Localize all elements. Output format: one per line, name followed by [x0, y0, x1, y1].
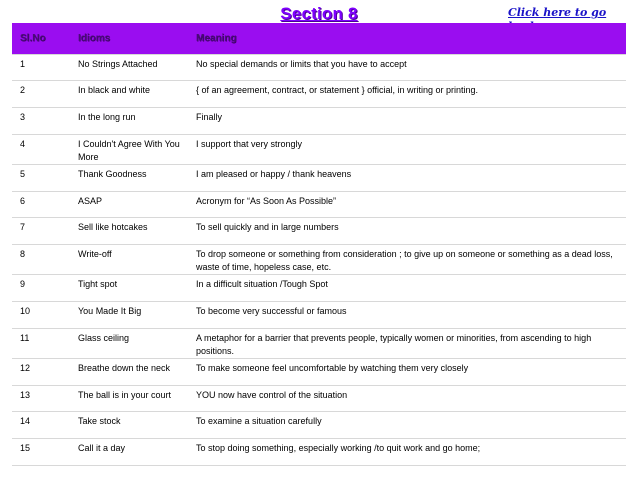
- cell-number: 6: [12, 191, 70, 218]
- cell-meaning: To sell quickly and in large numbers: [185, 218, 626, 245]
- cell-number: 14: [12, 412, 70, 439]
- column-header-slno: Sl.No: [20, 32, 46, 44]
- cell-idiom: Sell like hotcakes: [70, 218, 185, 245]
- header-row: [12, 23, 626, 54]
- cell-meaning: I am pleased or happy / thank heavens: [185, 164, 626, 191]
- cell-number: 12: [12, 358, 70, 385]
- cell-idiom: Tight spot: [70, 275, 185, 302]
- cell-meaning: To examine a situation carefully: [185, 412, 626, 439]
- cell-meaning: I support that very strongly: [185, 134, 626, 164]
- cell-number: 10: [12, 302, 70, 329]
- table-row: [12, 385, 626, 412]
- cell-number: 15: [12, 439, 70, 466]
- cell-number: 4: [12, 134, 70, 164]
- table-row: [12, 275, 626, 302]
- table-row: [12, 108, 626, 135]
- cell-meaning: No special demands or limits that you have to accept: [185, 54, 626, 81]
- cell-meaning: Acronym for “As Soon As Possible”: [185, 191, 626, 218]
- cell-meaning: To become very successful or famous: [185, 302, 626, 329]
- cell-number: 8: [12, 245, 70, 275]
- cell-number: 1: [12, 54, 70, 81]
- table-row: [12, 54, 626, 81]
- cell-idiom: In the long run: [70, 108, 185, 135]
- cell-number: 5: [12, 164, 70, 191]
- table-row: [12, 439, 626, 466]
- cell-idiom: No Strings Attached: [70, 54, 185, 81]
- cell-idiom: Breathe down the neck: [70, 358, 185, 385]
- table-row: [12, 81, 626, 108]
- cell-meaning: Finally: [185, 108, 626, 135]
- cell-meaning: To make someone feel uncomfortable by watching them very closely: [185, 358, 626, 385]
- column-header-meaning: Meaning: [196, 32, 237, 44]
- cell-number: 2: [12, 81, 70, 108]
- idioms-table: [12, 23, 626, 466]
- cell-idiom: Write-off: [70, 245, 185, 275]
- cell-meaning: A metaphor for a barrier that prevents people, typically women or minorities, from ascending to high positions.: [185, 328, 626, 358]
- table-row: [12, 412, 626, 439]
- cell-idiom: In black and white: [70, 81, 185, 108]
- table-row: [12, 191, 626, 218]
- table-row: [12, 134, 626, 164]
- cell-idiom: I Couldn't Agree With You More: [70, 134, 185, 164]
- cell-idiom: Call it a day: [70, 439, 185, 466]
- cell-number: 9: [12, 275, 70, 302]
- cell-meaning: In a difficult situation /Tough Spot: [185, 275, 626, 302]
- cell-meaning: YOU now have control of the situation: [185, 385, 626, 412]
- cell-idiom: You Made It Big: [70, 302, 185, 329]
- cell-number: 3: [12, 108, 70, 135]
- cell-idiom: Thank Goodness: [70, 164, 185, 191]
- table-row: [12, 328, 626, 358]
- table-header: [12, 23, 626, 54]
- cell-number: 13: [12, 385, 70, 412]
- table-row: [12, 358, 626, 385]
- cell-number: 7: [12, 218, 70, 245]
- cell-idiom: The ball is in your court: [70, 385, 185, 412]
- column-header-idioms: Idioms: [78, 32, 111, 44]
- cell-idiom: ASAP: [70, 191, 185, 218]
- cell-idiom: Glass ceiling: [70, 328, 185, 358]
- cell-number: 11: [12, 328, 70, 358]
- table-body: [12, 54, 626, 466]
- table-row: [12, 245, 626, 275]
- table-row: [12, 302, 626, 329]
- cell-idiom: Take stock: [70, 412, 185, 439]
- cell-meaning: To drop someone or something from consideration ; to give up on someone or something as a dead loss, waste of time, hopeless case, etc.: [185, 245, 626, 275]
- table-row: [12, 164, 626, 191]
- table-row: [12, 218, 626, 245]
- cell-meaning: { of an agreement, contract, or statement } official, in writing or printing.: [185, 81, 626, 108]
- section-title: Section 8: [280, 4, 358, 23]
- back-link[interactable]: Click here to go back: [508, 6, 607, 33]
- cell-meaning: To stop doing something, especially working /to quit work and go home;: [185, 439, 626, 466]
